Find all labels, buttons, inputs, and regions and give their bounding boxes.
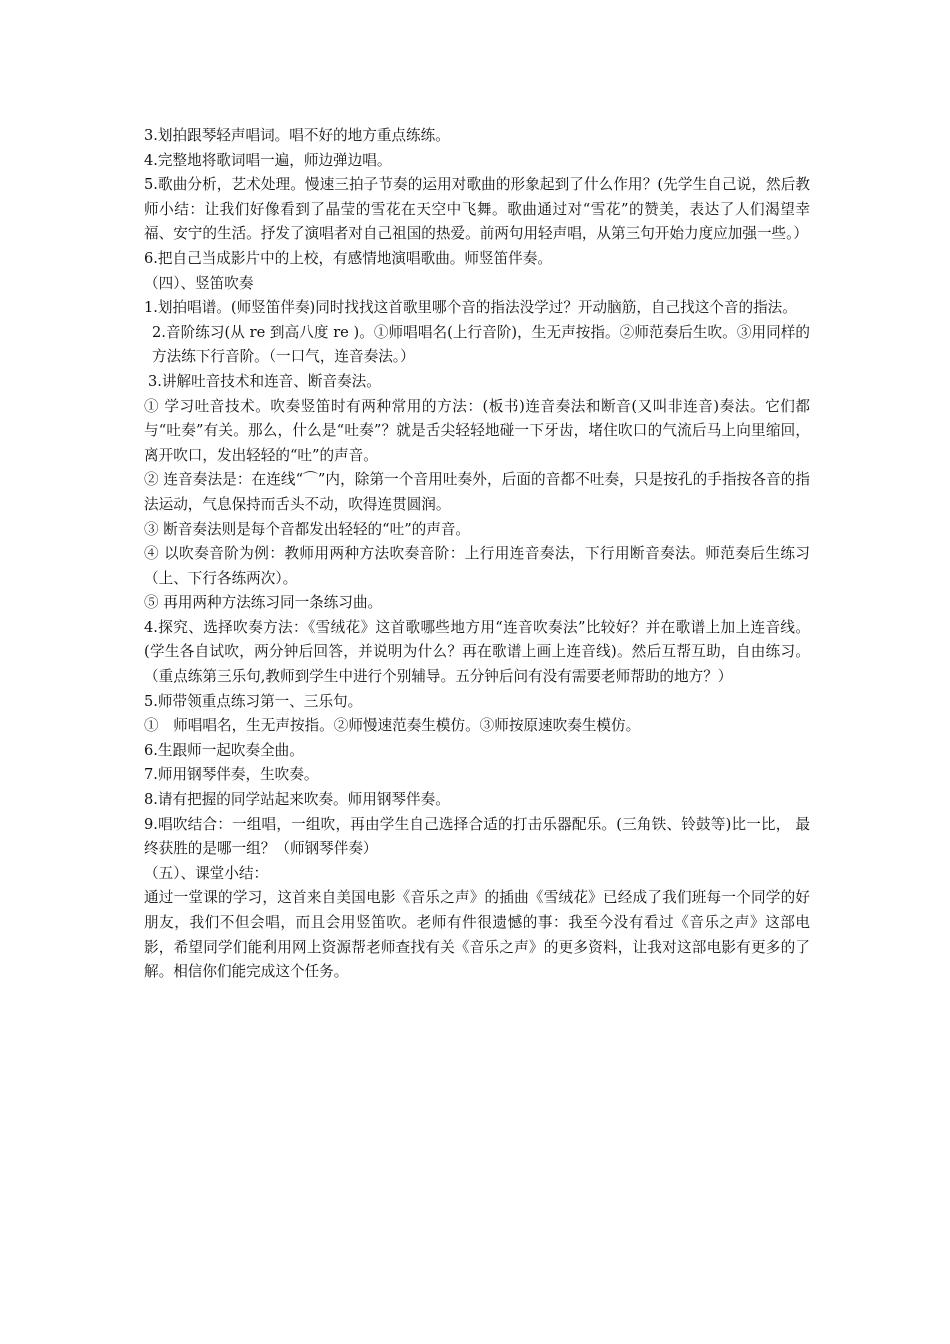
- paragraph-tonguing-technique: ① 学习吐音技术。吹奏竖笛时有两种常用的方法：(板书)连音奏法和断音(又叫非连音)奏法。它们都与“吐奏”有关。那么，什么是“吐奏”？就是舌尖轻轻地碰一下牙齿，堵住吹口的气流后马上向里缩回，离开吹口，发出轻轻的“吐”的声音。: [144, 397, 810, 464]
- paragraph-scale-example: ④ 以吹奏音阶为例：教师用两种方法吹奏音阶：上行用连音奏法，下行用断音奏法。师范奏后生练习（上、下行各练两次）。: [144, 545, 810, 587]
- paragraph-legato-method: ② 连音奏法是：在连线“⌒”内，除第一个音用吐奏外，后面的音都不吐奏，只是按孔的手指按各音的指法运动，气息保持而舌头不动，吹得连贯圆润。: [144, 471, 810, 513]
- paragraph-recorder-step-2: 2.音阶练习(从 re 到高八度 re )。①师唱唱名(上行音阶)，生无声按指。②师范奏后生吹。③用同样的方法练下行音阶。（一口气，连音奏法。）: [152, 323, 810, 366]
- paragraph-summary: 通过一堂课的学习，这首来自美国电影《音乐之声》的插曲《雪绒花》已经成了我们班每一个同学的好朋友，我们不但会唱，而且会用竖笛吹。老师有件很遗憾的事：我至今没有看过《音乐之声》这部电影，希望同学们能利用网上资源帮老师查找有关《音乐之声》的更多资料，让我对这部电影有更多的了解。相信你们能完成这个任务。: [144, 889, 810, 981]
- section-heading-summary: （五）、课堂小结：: [144, 864, 269, 882]
- paragraph-imitation-steps: ① 师唱唱名，生无声按指。②师慢速范奏生模仿。③师按原速吹奏生模仿。: [144, 717, 641, 735]
- paragraph-recorder-step-1: 1.划拍唱谱。(师竖笛伴奏)同时找找这首歌里哪个音的指法没学过？开动脑筋，自己找这个音的指法。: [144, 299, 797, 317]
- paragraph-step-6: 6.把自己当成影片中的上校，有感情地演唱歌曲。师竖笛伴奏。: [144, 249, 552, 267]
- paragraph-step-5-song-analysis: 5.歌曲分析，艺术处理。慢速三拍子节奏的运用对歌曲的形象起到了什么作用？(先学生自己说，然后教师小结：让我们好像看到了晶莹的雪花在天空中飞舞。歌曲通过对“雪花”的赞美，表达了人们渴望幸福、安宁的生活。抒发了演唱者对自己祖国的热爱。前两句用轻声唱，从第三句开始力度应加强一些。）: [144, 176, 810, 243]
- paragraph-recorder-step-6: 6.生跟师一起吹奏全曲。: [144, 741, 304, 759]
- paragraph-recorder-step-7: 7.师用钢琴伴奏，生吹奏。: [144, 766, 319, 784]
- paragraph-recorder-step-4: 4.探究、选择吹奏方法：《雪绒花》这首歌哪些地方用“连音吹奏法”比较好？并在歌谱上加上连音线。(学生各自试吹，两分钟后回答，并说明为什么？再在歌谱上画上连音线)。然后互帮互助，自由练习。（重点练第三乐句,教师到学生中进行个别辅导。五分钟后问有没有需要老师帮助的地方？）: [144, 618, 810, 686]
- paragraph-practice-exercise: ⑤ 再用两种方法练习同一条练习曲。: [144, 594, 383, 612]
- document-body: [144, 124, 810, 985]
- paragraph-staccato-method: ③ 断音奏法则是每个音都发出轻轻的“吐”的声音。: [144, 520, 471, 538]
- paragraph-recorder-step-9: 9.唱吹结合：一组唱，一组吹，再由学生自己选择合适的打击乐器配乐。(三角铁、铃鼓等)比一比， 最终获胜的是哪一组？（师钢琴伴奏）: [144, 815, 810, 858]
- paragraph-recorder-step-5: 5.师带领重点练习第一、三乐句。: [144, 692, 363, 710]
- paragraph-step-3: 3.划拍跟琴轻声唱词。唱不好的地方重点练练。: [144, 127, 450, 144]
- paragraph-step-4: 4.完整地将歌词唱一遍，师边弹边唱。: [144, 151, 392, 169]
- section-heading-recorder: （四）、竖笛吹奏: [144, 274, 254, 292]
- paragraph-recorder-step-3: 3.讲解吐音技术和连音、断音奏法。: [148, 372, 381, 390]
- paragraph-recorder-step-8: 8.请有把握的同学站起来吹奏。师用钢琴伴奏。: [144, 791, 450, 809]
